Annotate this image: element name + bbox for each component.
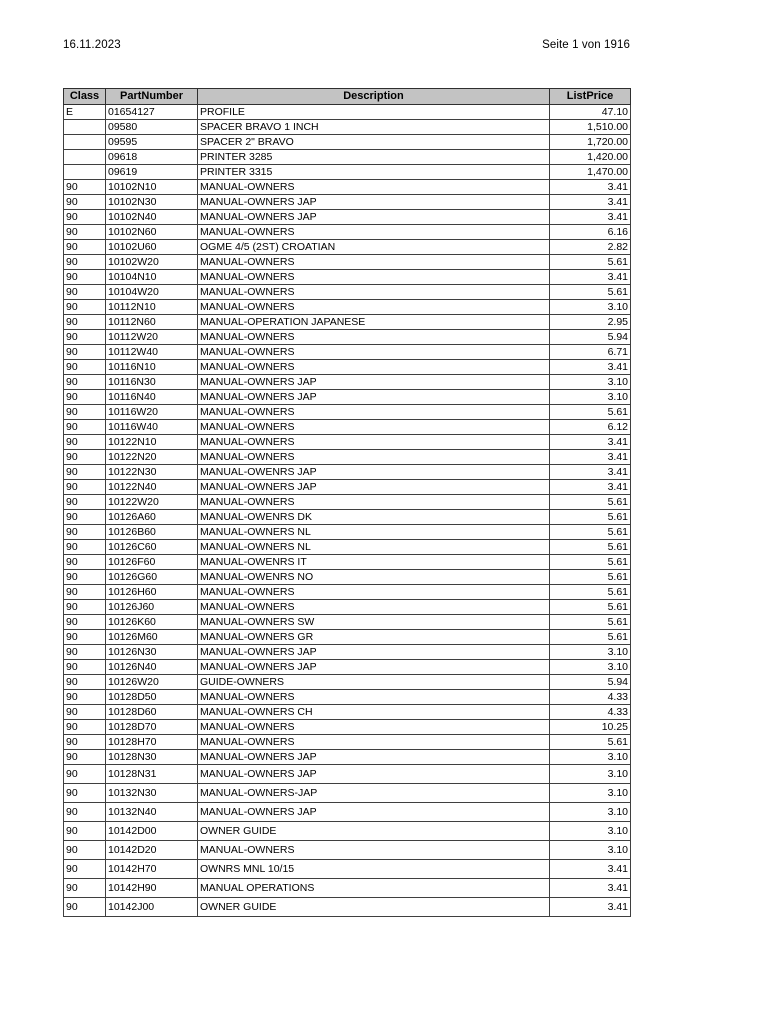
- cell-description: OWNRS MNL 10/15: [198, 860, 550, 879]
- cell-partnumber: 10122N10: [106, 435, 198, 450]
- cell-class: 90: [64, 645, 106, 660]
- cell-listprice: 3.41: [550, 465, 631, 480]
- cell-partnumber: 01654127: [106, 105, 198, 120]
- cell-class: 90: [64, 630, 106, 645]
- cell-partnumber: 10116W40: [106, 420, 198, 435]
- cell-class: 90: [64, 898, 106, 917]
- cell-description: MANUAL-OWNERS SW: [198, 615, 550, 630]
- cell-listprice: 5.61: [550, 735, 631, 750]
- price-list-table: [63, 88, 631, 917]
- table-header-row: [64, 89, 631, 105]
- table-row: [64, 315, 631, 330]
- table-row: [64, 225, 631, 240]
- cell-listprice: 3.41: [550, 210, 631, 225]
- table-row: [64, 879, 631, 898]
- cell-class: 90: [64, 735, 106, 750]
- cell-description: MANUAL-OWNERS JAP: [198, 480, 550, 495]
- column-header-listprice: ListPrice: [550, 89, 631, 105]
- cell-description: MANUAL-OWNERS JAP: [198, 195, 550, 210]
- cell-description: PRINTER 3315: [198, 165, 550, 180]
- table-row: [64, 841, 631, 860]
- cell-partnumber: 10142D20: [106, 841, 198, 860]
- cell-partnumber: 10112W40: [106, 345, 198, 360]
- cell-description: MANUAL-OWNERS: [198, 180, 550, 195]
- cell-partnumber: 10126M60: [106, 630, 198, 645]
- table-row: [64, 600, 631, 615]
- cell-class: 90: [64, 285, 106, 300]
- cell-description: MANUAL-OWNERS NL: [198, 540, 550, 555]
- cell-description: OGME 4/5 (2ST) CROATIAN: [198, 240, 550, 255]
- cell-description: MANUAL-OWNERS JAP: [198, 765, 550, 784]
- table-row: [64, 495, 631, 510]
- cell-class: 90: [64, 705, 106, 720]
- cell-listprice: 3.10: [550, 784, 631, 803]
- cell-listprice: 3.41: [550, 195, 631, 210]
- cell-partnumber: 10126W20: [106, 675, 198, 690]
- cell-description: MANUAL-OWNERS: [198, 225, 550, 240]
- cell-class: 90: [64, 784, 106, 803]
- table-row: [64, 660, 631, 675]
- cell-listprice: 5.61: [550, 405, 631, 420]
- cell-description: MANUAL-OWNERS: [198, 720, 550, 735]
- cell-listprice: 3.10: [550, 300, 631, 315]
- cell-listprice: 4.33: [550, 705, 631, 720]
- table-row: [64, 255, 631, 270]
- table-row: [64, 585, 631, 600]
- page-number-label: Seite 1 von 1916: [542, 39, 630, 51]
- cell-partnumber: 10128D60: [106, 705, 198, 720]
- table-row: [64, 765, 631, 784]
- cell-class: 90: [64, 525, 106, 540]
- cell-listprice: 47.10: [550, 105, 631, 120]
- cell-listprice: 4.33: [550, 690, 631, 705]
- cell-description: MANUAL-OWNERS JAP: [198, 660, 550, 675]
- cell-partnumber: 10126N30: [106, 645, 198, 660]
- cell-listprice: 3.10: [550, 750, 631, 765]
- cell-partnumber: 10122W20: [106, 495, 198, 510]
- cell-listprice: 6.71: [550, 345, 631, 360]
- cell-partnumber: 10126G60: [106, 570, 198, 585]
- cell-class: 90: [64, 420, 106, 435]
- table-row: [64, 210, 631, 225]
- table-row: [64, 645, 631, 660]
- cell-description: MANUAL-OWNERS: [198, 360, 550, 375]
- cell-class: 90: [64, 330, 106, 345]
- cell-listprice: 5.61: [550, 495, 631, 510]
- cell-partnumber: 09619: [106, 165, 198, 180]
- cell-description: MANUAL-OWNERS: [198, 420, 550, 435]
- cell-listprice: 3.41: [550, 435, 631, 450]
- table-row: [64, 803, 631, 822]
- table-row: [64, 615, 631, 630]
- cell-class: 90: [64, 180, 106, 195]
- cell-description: SPACER BRAVO 1 INCH: [198, 120, 550, 135]
- table-header: [64, 89, 631, 105]
- cell-partnumber: 10126B60: [106, 525, 198, 540]
- cell-class: 90: [64, 465, 106, 480]
- table-row: [64, 630, 631, 645]
- cell-class: 90: [64, 450, 106, 465]
- cell-description: MANUAL-OWNERS JAP: [198, 375, 550, 390]
- cell-description: MANUAL-OWNERS JAP: [198, 803, 550, 822]
- cell-partnumber: 10102N30: [106, 195, 198, 210]
- table-row: [64, 555, 631, 570]
- cell-listprice: 3.41: [550, 879, 631, 898]
- cell-description: MANUAL-OWENRS NO: [198, 570, 550, 585]
- cell-listprice: 5.61: [550, 570, 631, 585]
- cell-class: 90: [64, 690, 106, 705]
- table-row: [64, 540, 631, 555]
- cell-description: MANUAL-OWNERS CH: [198, 705, 550, 720]
- table-row: [64, 480, 631, 495]
- cell-partnumber: 10128H70: [106, 735, 198, 750]
- cell-listprice: 5.61: [550, 600, 631, 615]
- cell-class: 90: [64, 195, 106, 210]
- table-body: [64, 105, 631, 917]
- cell-listprice: 3.41: [550, 270, 631, 285]
- cell-partnumber: 10128D70: [106, 720, 198, 735]
- cell-listprice: 3.10: [550, 822, 631, 841]
- table-row: [64, 705, 631, 720]
- cell-partnumber: 09580: [106, 120, 198, 135]
- cell-listprice: 5.61: [550, 540, 631, 555]
- cell-partnumber: 10104N10: [106, 270, 198, 285]
- cell-class: 90: [64, 300, 106, 315]
- table-row: [64, 375, 631, 390]
- cell-listprice: 3.10: [550, 660, 631, 675]
- cell-description: MANUAL-OWNERS: [198, 255, 550, 270]
- cell-description: MANUAL-OWNERS: [198, 841, 550, 860]
- cell-partnumber: 10126A60: [106, 510, 198, 525]
- cell-class: 90: [64, 480, 106, 495]
- cell-partnumber: 10142J00: [106, 898, 198, 917]
- table-row: [64, 435, 631, 450]
- cell-listprice: 3.10: [550, 645, 631, 660]
- cell-class: 90: [64, 720, 106, 735]
- cell-description: MANUAL OPERATIONS: [198, 879, 550, 898]
- cell-class: 90: [64, 405, 106, 420]
- cell-class: 90: [64, 585, 106, 600]
- table-row: [64, 690, 631, 705]
- cell-description: MANUAL-OWNERS: [198, 600, 550, 615]
- cell-listprice: 3.41: [550, 480, 631, 495]
- cell-description: MANUAL-OWNERS JAP: [198, 210, 550, 225]
- table-row: [64, 735, 631, 750]
- table-row: [64, 720, 631, 735]
- cell-partnumber: 10116W20: [106, 405, 198, 420]
- table-row: [64, 675, 631, 690]
- cell-description: PRINTER 3285: [198, 150, 550, 165]
- table-row: [64, 285, 631, 300]
- column-header-partnumber: PartNumber: [106, 89, 198, 105]
- cell-class: 90: [64, 803, 106, 822]
- cell-partnumber: 10126F60: [106, 555, 198, 570]
- cell-listprice: 3.41: [550, 180, 631, 195]
- table-row: [64, 570, 631, 585]
- cell-description: MANUAL-OWNERS: [198, 690, 550, 705]
- cell-listprice: 3.10: [550, 841, 631, 860]
- cell-listprice: 3.41: [550, 860, 631, 879]
- cell-description: MANUAL-OWNERS GR: [198, 630, 550, 645]
- price-list-table-container: [63, 88, 630, 917]
- table-row: [64, 345, 631, 360]
- cell-partnumber: 09618: [106, 150, 198, 165]
- cell-description: MANUAL-OWNERS: [198, 435, 550, 450]
- cell-description: OWNER GUIDE: [198, 898, 550, 917]
- cell-description: MANUAL-OWNERS: [198, 495, 550, 510]
- table-row: [64, 822, 631, 841]
- cell-partnumber: 10112W20: [106, 330, 198, 345]
- column-header-class: Class: [64, 89, 106, 105]
- cell-partnumber: 10142H90: [106, 879, 198, 898]
- cell-class: 90: [64, 750, 106, 765]
- cell-partnumber: 10116N10: [106, 360, 198, 375]
- cell-listprice: 6.12: [550, 420, 631, 435]
- cell-description: GUIDE-OWNERS: [198, 675, 550, 690]
- column-header-description: Description: [198, 89, 550, 105]
- cell-listprice: 5.61: [550, 615, 631, 630]
- cell-partnumber: 10132N30: [106, 784, 198, 803]
- cell-listprice: 1,510.00: [550, 120, 631, 135]
- cell-listprice: 2.95: [550, 315, 631, 330]
- cell-class: 90: [64, 540, 106, 555]
- cell-partnumber: 10142H70: [106, 860, 198, 879]
- table-row: [64, 898, 631, 917]
- cell-listprice: 5.61: [550, 630, 631, 645]
- table-row: [64, 450, 631, 465]
- cell-class: 90: [64, 315, 106, 330]
- cell-description: MANUAL-OPERATION JAPANESE: [198, 315, 550, 330]
- cell-class: 90: [64, 841, 106, 860]
- cell-listprice: 1,720.00: [550, 135, 631, 150]
- table-row: [64, 300, 631, 315]
- cell-listprice: 3.41: [550, 450, 631, 465]
- table-row: [64, 105, 631, 120]
- table-row: [64, 525, 631, 540]
- cell-partnumber: 10132N40: [106, 803, 198, 822]
- table-row: [64, 330, 631, 345]
- cell-listprice: 5.94: [550, 330, 631, 345]
- cell-description: MANUAL-OWENRS IT: [198, 555, 550, 570]
- cell-partnumber: 10126K60: [106, 615, 198, 630]
- cell-partnumber: 10102U60: [106, 240, 198, 255]
- table-row: [64, 390, 631, 405]
- cell-partnumber: 10102N10: [106, 180, 198, 195]
- cell-description: MANUAL-OWNERS: [198, 345, 550, 360]
- cell-description: MANUAL-OWENRS DK: [198, 510, 550, 525]
- cell-class: 90: [64, 270, 106, 285]
- table-row: [64, 420, 631, 435]
- cell-class: 90: [64, 210, 106, 225]
- cell-partnumber: 10116N40: [106, 390, 198, 405]
- table-row: [64, 165, 631, 180]
- page-running-header: [63, 39, 630, 51]
- cell-class: 90: [64, 225, 106, 240]
- table-row: [64, 180, 631, 195]
- cell-partnumber: 10112N60: [106, 315, 198, 330]
- cell-description: MANUAL-OWNERS: [198, 450, 550, 465]
- cell-class: 90: [64, 510, 106, 525]
- cell-listprice: 3.10: [550, 375, 631, 390]
- cell-listprice: 5.61: [550, 255, 631, 270]
- cell-description: MANUAL-OWNERS: [198, 270, 550, 285]
- table-row: [64, 150, 631, 165]
- cell-class: 90: [64, 600, 106, 615]
- cell-description: PROFILE: [198, 105, 550, 120]
- cell-listprice: 5.61: [550, 585, 631, 600]
- cell-class: 90: [64, 860, 106, 879]
- cell-class: 90: [64, 660, 106, 675]
- cell-description: MANUAL-OWNERS JAP: [198, 390, 550, 405]
- cell-listprice: 5.61: [550, 555, 631, 570]
- cell-class: [64, 135, 106, 150]
- cell-listprice: 3.10: [550, 390, 631, 405]
- table-row: [64, 270, 631, 285]
- cell-partnumber: 10102N60: [106, 225, 198, 240]
- table-row: [64, 405, 631, 420]
- cell-listprice: 1,470.00: [550, 165, 631, 180]
- cell-partnumber: 10122N20: [106, 450, 198, 465]
- cell-class: 90: [64, 240, 106, 255]
- cell-class: 90: [64, 375, 106, 390]
- cell-listprice: 2.82: [550, 240, 631, 255]
- cell-class: 90: [64, 765, 106, 784]
- cell-description: MANUAL-OWNERS NL: [198, 525, 550, 540]
- cell-listprice: 6.16: [550, 225, 631, 240]
- table-row: [64, 465, 631, 480]
- cell-listprice: 10.25: [550, 720, 631, 735]
- cell-partnumber: 09595: [106, 135, 198, 150]
- cell-description: MANUAL-OWNERS JAP: [198, 645, 550, 660]
- cell-description: MANUAL-OWNERS: [198, 405, 550, 420]
- cell-class: 90: [64, 435, 106, 450]
- cell-partnumber: 10122N30: [106, 465, 198, 480]
- cell-partnumber: 10102N40: [106, 210, 198, 225]
- cell-class: [64, 165, 106, 180]
- cell-listprice: 1,420.00: [550, 150, 631, 165]
- cell-description: MANUAL-OWNERS JAP: [198, 750, 550, 765]
- cell-listprice: 3.10: [550, 803, 631, 822]
- cell-class: 90: [64, 570, 106, 585]
- table-row: [64, 240, 631, 255]
- cell-listprice: 5.61: [550, 510, 631, 525]
- cell-partnumber: 10126N40: [106, 660, 198, 675]
- table-row: [64, 784, 631, 803]
- cell-partnumber: 10104W20: [106, 285, 198, 300]
- cell-class: E: [64, 105, 106, 120]
- cell-description: MANUAL-OWENRS JAP: [198, 465, 550, 480]
- cell-partnumber: 10126H60: [106, 585, 198, 600]
- cell-partnumber: 10116N30: [106, 375, 198, 390]
- cell-listprice: 3.41: [550, 360, 631, 375]
- table-row: [64, 195, 631, 210]
- cell-listprice: 5.61: [550, 525, 631, 540]
- cell-listprice: 3.41: [550, 898, 631, 917]
- document-date: 16.11.2023: [63, 39, 121, 51]
- cell-class: [64, 150, 106, 165]
- cell-class: 90: [64, 495, 106, 510]
- cell-class: 90: [64, 255, 106, 270]
- cell-listprice: 5.94: [550, 675, 631, 690]
- table-row: [64, 510, 631, 525]
- table-row: [64, 360, 631, 375]
- cell-class: 90: [64, 675, 106, 690]
- cell-class: [64, 120, 106, 135]
- cell-class: 90: [64, 360, 106, 375]
- cell-class: 90: [64, 822, 106, 841]
- cell-class: 90: [64, 879, 106, 898]
- table-row: [64, 750, 631, 765]
- cell-class: 90: [64, 555, 106, 570]
- cell-class: 90: [64, 390, 106, 405]
- cell-description: MANUAL-OWNERS: [198, 735, 550, 750]
- cell-partnumber: 10126C60: [106, 540, 198, 555]
- cell-partnumber: 10126J60: [106, 600, 198, 615]
- cell-partnumber: 10112N10: [106, 300, 198, 315]
- cell-class: 90: [64, 615, 106, 630]
- cell-partnumber: 10128D50: [106, 690, 198, 705]
- cell-description: MANUAL-OWNERS-JAP: [198, 784, 550, 803]
- cell-description: SPACER 2" BRAVO: [198, 135, 550, 150]
- table-row: [64, 120, 631, 135]
- cell-listprice: 5.61: [550, 285, 631, 300]
- cell-description: MANUAL-OWNERS: [198, 330, 550, 345]
- cell-description: MANUAL-OWNERS: [198, 585, 550, 600]
- cell-partnumber: 10122N40: [106, 480, 198, 495]
- cell-listprice: 3.10: [550, 765, 631, 784]
- table-row: [64, 135, 631, 150]
- cell-partnumber: 10142D00: [106, 822, 198, 841]
- cell-partnumber: 10128N31: [106, 765, 198, 784]
- cell-partnumber: 10128N30: [106, 750, 198, 765]
- cell-description: MANUAL-OWNERS: [198, 300, 550, 315]
- cell-class: 90: [64, 345, 106, 360]
- cell-partnumber: 10102W20: [106, 255, 198, 270]
- cell-description: MANUAL-OWNERS: [198, 285, 550, 300]
- cell-description: OWNER GUIDE: [198, 822, 550, 841]
- table-row: [64, 860, 631, 879]
